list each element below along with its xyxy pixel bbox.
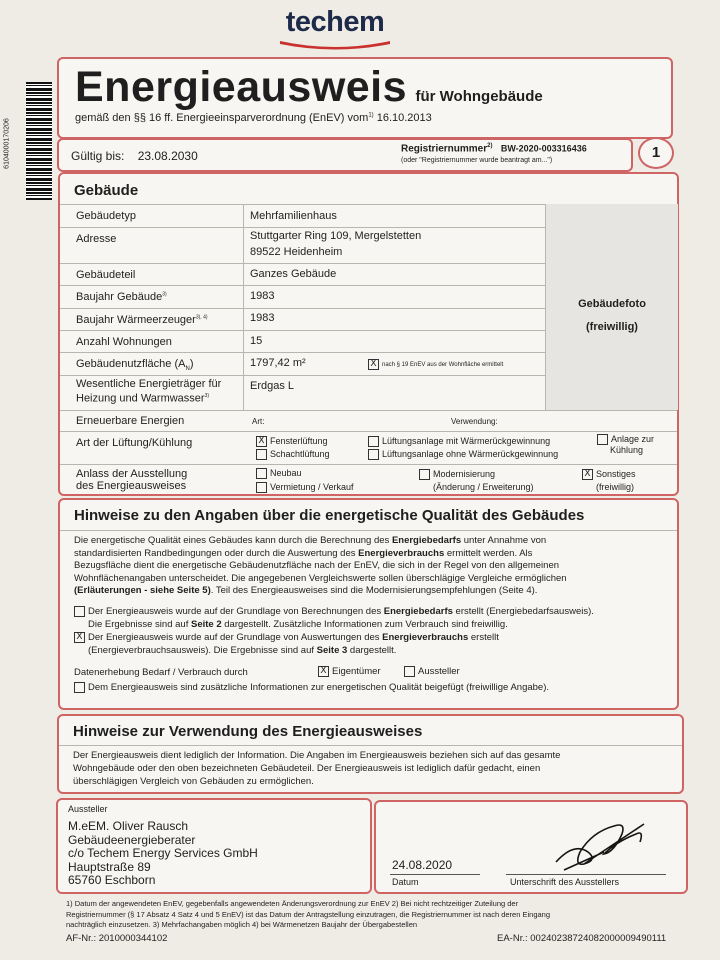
opt-rent-sale[interactable]: Vermietung / Verkauf — [256, 482, 354, 493]
opt-window-ventilation[interactable]: X Fensterlüftung — [256, 436, 328, 447]
title-main: Energieausweis — [75, 63, 408, 111]
signature-label: Unterschrift des Ausstellers — [510, 877, 620, 887]
opt-additional-info[interactable]: Dem Energieausweis sind zusätzliche Informationen zur energetischen Qualität beigefügt (freiwillige Angabe). — [74, 682, 549, 693]
techem-logo — [276, 6, 394, 50]
quality-notes-text: Die energetische Qualität eines Gebäudes kann durch die Berechnung des Energiebedarfs unter Annahme von standardisierten Randbedingungen oder durch die Auswertung des Energieverbrauchs ermittelt werden. Als Bezugsfläche dient die energetische Gebäudenutzfläche nach der EnEV, die sich in der Regel von den allgemeinen Wohnflächenangaben unterscheidet. Die angegebenen Vergleichswerte sollen überschlägige Vergleiche ermöglichen (Erläuterungen - siehe Seite 5). Teil des Energieausweises sind die Modernisierungsempfehlungen (Seite 4). — [74, 535, 567, 596]
opt-owner[interactable]: X Eigentümer — [318, 666, 381, 677]
valid-until: Gültig bis: 23.08.2030 — [71, 149, 198, 163]
renewables-type: Art: — [252, 417, 265, 426]
header-box — [57, 57, 673, 139]
area-note-checkbox[interactable]: X — [368, 359, 379, 370]
value-heater-year: 1983 — [250, 312, 275, 324]
opt-ventilation-with-recovery[interactable]: Lüftungsanlage mit Wärmerückgewinnung — [368, 436, 550, 447]
opt-other[interactable]: X Sonstiges (freiwillig) — [582, 468, 636, 494]
logo-text: techem — [285, 6, 385, 38]
subtitle: gemäß den §§ 16 ff. Energieeinsparverordnung (EnEV) vom$^{1)}$ 16.10.2013 — [75, 112, 432, 124]
building-box — [58, 172, 679, 496]
option-consumption-certificate[interactable]: X Der Energieausweis wurde auf der Grundlage von Auswertungen des Energieverbrauchs erstellt (Energieverbrauchsausweis). Die Ergebnisse sind auf Seite 3 dargestellt. — [74, 632, 669, 657]
label-address: Adresse — [76, 233, 117, 245]
issuer-address: M.eEM. Oliver Rausch Gebäudeenergieberater c/o Techem Energy Services GmbH Hauptstraße 89 65760 Eschborn — [68, 819, 258, 887]
value-construction-year: 1983 — [250, 290, 275, 302]
building-section-title: Gebäude — [74, 182, 139, 199]
date-label: Datum — [392, 877, 419, 887]
value-usable-area: 1797,42 m² — [250, 357, 306, 369]
footnotes: 1) Datum der angewendeten EnEV, gegebenfalls angewendeten Änderungsverordnung zur EnEV 2) Bei nicht rechtzeitiger Zuteilung der Registriernummer (§ 17 Absatz 4 Satz 4 und 5 EnEV) ist das Datum der Antragstellung einzutragen, die Registriernummer ist nach deren Eingang nachträglich einzusetzen. 3) Mehrfachangaben möglich 4) bei Wärmenetzen Baujahr der Übergabestellen — [66, 899, 551, 929]
label-renewables: Erneuerbare Energien — [76, 415, 185, 427]
usage-notes-box — [57, 714, 684, 794]
label-heater-year: Baujahr Wärmeerzeuger$^{3), 4)}$ — [76, 314, 208, 326]
renewables-usage: Verwendung: — [451, 417, 498, 426]
page-number-circle: 1 — [638, 137, 674, 169]
ea-number: EA-Nr.: 00240238724082000009490111 — [497, 933, 667, 944]
label-energy-carriers: Wesentliche Energieträger für Heizung und Warmwasser$^{3)}$ — [76, 378, 222, 405]
usage-notes-text: Der Energieausweis dient lediglich der Information. Die Angaben im Energieausweis beziehen sich auf das gesamte Wohngebäude oder den oben bezeichneten Gebäudeteil. Der Energieausweis ist lediglich dafür gedacht, einen überschlägigen Vergleich von Gebäuden zu ermöglichen. — [73, 750, 561, 787]
value-address-line1: Stuttgarter Ring 109, Mergelstetten — [250, 230, 422, 242]
label-ventilation: Art der Lüftung/Kühlung — [76, 437, 193, 449]
title-suffix: für Wohngebäude — [415, 88, 543, 105]
opt-shaft-ventilation[interactable]: Schachtlüftung — [256, 449, 330, 460]
validity-box — [57, 138, 633, 172]
area-note: X nach § 19 EnEV aus der Wohnfläche ermittelt — [368, 359, 503, 370]
registration-note: (oder "Registriernummer wurde beantragt am...") — [401, 157, 553, 164]
value-apartments: 15 — [250, 335, 263, 347]
label-usable-area: Gebäudenutzfläche $(A_N)$ — [76, 358, 194, 373]
value-address-line2: 89522 Heidenheim — [250, 246, 343, 258]
issuer-label: Aussteller — [68, 804, 108, 814]
label-building-part: Gebäudeteil — [76, 269, 136, 281]
logo-swoosh — [276, 39, 394, 51]
photo-note: (freiwillig) — [586, 321, 638, 333]
signature-box — [374, 800, 688, 894]
value-building-type: Mehrfamilienhaus — [250, 210, 337, 222]
label-building-type: Gebäudetyp — [76, 210, 136, 222]
label-occasion: Anlass der Ausstellung des Energieausweises — [76, 468, 188, 492]
opt-new-building[interactable]: Neubau — [256, 468, 302, 479]
opt-modernisation[interactable]: Modernisierung (Änderung / Erweiterung) — [419, 468, 534, 494]
opt-cooling[interactable]: Anlage zur Kühlung — [597, 434, 654, 456]
data-collection-label: Datenerhebung Bedarf / Verbrauch durch — [74, 667, 248, 678]
page-title — [75, 63, 543, 112]
signature — [544, 812, 654, 874]
label-construction-year: Baujahr Gebäude$^{3)}$ — [76, 291, 167, 303]
opt-ventilation-without-recovery[interactable]: Lüftungsanlage ohne Wärmerückgewinnung — [368, 449, 558, 460]
registration-number: Registriernummer$^{2)}$ BW-2020-003316436 — [401, 143, 587, 155]
option-demand-certificate[interactable]: Der Energieausweis wurde auf der Grundlage von Berechnungen des Energiebedarfs erstellt (Energiebedarfsausweis). Die Ergebnisse sind auf Seite 2 dargestellt. Zusätzliche Informationen zum Verbrauch sind freiwillig. — [74, 606, 669, 631]
af-number: AF-Nr.: 2010000344102 — [66, 933, 168, 944]
label-apartments: Anzahl Wohnungen — [76, 336, 172, 348]
issuer-box — [56, 798, 372, 894]
quality-notes-box — [58, 498, 679, 710]
opt-issuer[interactable]: Aussteller — [404, 666, 460, 677]
issue-date: 24.08.2020 — [392, 858, 453, 872]
usage-notes-title: Hinweise zur Verwendung des Energieausweises — [73, 723, 423, 740]
value-building-part: Ganzes Gebäude — [250, 268, 337, 280]
value-energy-carriers: Erdgas L — [250, 380, 295, 392]
barcode — [26, 82, 52, 200]
quality-notes-title: Hinweise zu den Angaben über die energetische Qualität des Gebäudes — [74, 507, 585, 524]
photo-label: Gebäudefoto — [578, 298, 646, 310]
barcode-number: 6104000170206 — [3, 118, 11, 169]
photo-cell — [545, 204, 678, 410]
